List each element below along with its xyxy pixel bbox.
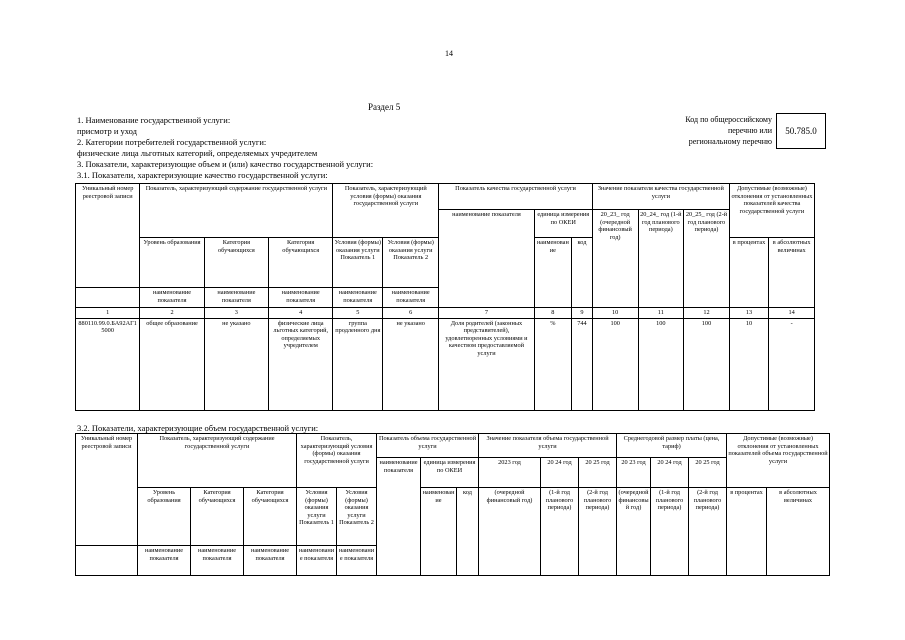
t1-row-abs: - xyxy=(769,318,815,410)
t1-h-pname: наименование показателя xyxy=(383,288,439,308)
page-number: 14 xyxy=(445,49,453,58)
t2-h-abs: в абсолютных величинах xyxy=(767,488,830,576)
table-row xyxy=(76,318,815,410)
t2-h-content: Показатель, характеризующий содержание государственной услуги xyxy=(138,434,297,488)
t1-h-empty xyxy=(76,288,140,308)
t2-h-price: Среднегодовой размер платы (цена, тариф) xyxy=(617,434,727,458)
t2-h-pct: в процентах xyxy=(727,488,767,576)
t2-h-c1: Условия (формы) оказания услуги Показатель 1 xyxy=(297,488,337,546)
t1-h-y1: 20_23_ год (очередной финансовый год) xyxy=(592,210,638,308)
t2-h-y2s: (1-й год планового периода) xyxy=(541,488,579,576)
t1-h-uname: наименование xyxy=(534,238,571,308)
t1-colnum: 5 xyxy=(333,308,383,319)
t1-row-qname: Доля родителей (законных представителей), удовлетворенных условиями и качеством предоставляемой услуги xyxy=(439,318,534,410)
t1-h-pname: наименование показателя xyxy=(204,288,268,308)
t1-h-y2: 20_24_ год (1-й год планового периода) xyxy=(638,210,684,308)
t1-h-pname: наименование показателя xyxy=(269,288,333,308)
code-label-line1: Код по общероссийскому xyxy=(685,115,772,124)
t2-h-pname: наименование показателя xyxy=(138,546,191,576)
t1-colnum: 11 xyxy=(638,308,684,319)
t1-colnum: 13 xyxy=(729,308,768,319)
t2-h-p1: 20 23 год xyxy=(617,458,651,488)
volume-table xyxy=(75,433,830,576)
t2-h-y2: 20 24 год xyxy=(541,458,579,488)
t2-h-pname: наименование показателя xyxy=(191,546,244,576)
t1-row-y2: 100 xyxy=(638,318,684,410)
t1-h-lvl: Уровень образования xyxy=(140,238,204,288)
t2-h-p3: 20 25 год xyxy=(689,458,727,488)
t1-colnum: 4 xyxy=(269,308,333,319)
t2-h-y3: 20 25 год xyxy=(579,458,617,488)
volume-heading: 3.2. Показатели, характеризующие объем государственной услуги: xyxy=(77,423,319,433)
quality-table xyxy=(75,183,815,411)
t2-h-y3s: (2-й год планового периода) xyxy=(579,488,617,576)
t2-h-p2: 20 24 год xyxy=(651,458,689,488)
t1-row-y1: 100 xyxy=(592,318,638,410)
t2-h-vname: наименование показателя xyxy=(377,458,421,576)
t1-h-dev: Допустимые (возможные) отклонения от установленных показателей качества государственной услуги xyxy=(729,184,814,238)
t2-h-value: Значение показателя объема государственной услуги xyxy=(479,434,617,458)
t1-colnum: 1 xyxy=(76,308,140,319)
t1-h-c1: Условия (формы) оказания услуги Показатель 1 xyxy=(333,238,383,288)
service-name-label: 1. Наименование государственной услуги: xyxy=(77,115,231,125)
code-label-line3: региональному перечню xyxy=(688,137,772,146)
t1-row-y3: 100 xyxy=(684,318,730,410)
quality-heading: 3.1. Показатели, характеризующие качество государственной услуги: xyxy=(77,170,328,180)
t1-h-cat1: Категория обучающихся xyxy=(204,238,268,288)
t1-row-c1: группа продленного дня xyxy=(333,318,383,410)
t1-colnum: 6 xyxy=(383,308,439,319)
t1-h-abs: в абсолютных величинах xyxy=(769,238,815,308)
t1-row-code: 744 xyxy=(572,318,593,410)
t2-h-c2: Условия (формы) оказания услуги Показатель 2 xyxy=(337,488,377,546)
t2-h-p2s: (1-й год планового периода) xyxy=(651,488,689,576)
t2-h-y1: 2023 год xyxy=(479,458,541,488)
t1-row-cat2: физические лица льготных категорий, определяемых учредителем xyxy=(269,318,333,410)
t2-h-y1s: (очередной финансовый год) xyxy=(479,488,541,576)
section-title: Раздел 5 xyxy=(368,102,401,112)
t1-h-pname: наименование показателя xyxy=(333,288,383,308)
t1-row-pct: 10 xyxy=(729,318,768,410)
t2-h-p3s: (2-й год планового периода) xyxy=(689,488,727,576)
t2-h-dev: Допустимые (возможные) отклонения от установленных показателей объема государственной услуги xyxy=(727,434,830,488)
t2-h-cond: Показатель, характеризующий условия (формы) оказания государственной услуги xyxy=(297,434,377,488)
consumers-label: 2. Категории потребителей государственной услуги: xyxy=(77,137,267,147)
t2-h-pname: наименование показателя xyxy=(337,546,377,576)
t1-h-code: код xyxy=(572,238,593,308)
t1-h-content: Показатель, характеризующий содержание государственной услуги xyxy=(140,184,333,238)
t1-colnum: 9 xyxy=(572,308,593,319)
code-label-line2: перечню или xyxy=(727,126,772,135)
t1-colnum: 2 xyxy=(140,308,204,319)
t1-h-unit: единица измерения по ОКЕИ xyxy=(534,210,592,238)
t2-h-empty xyxy=(76,546,138,576)
t2-h-pname: наименование показателя xyxy=(297,546,337,576)
t2-h-vol: Показатель объема государственной услуги xyxy=(377,434,479,458)
t1-h-pct: в процентах xyxy=(729,238,768,308)
t1-h-qname: наименование показателя xyxy=(439,210,534,308)
t1-row-id: 880110.99.0.БА92АГ15000 xyxy=(76,318,140,410)
t1-colnum: 7 xyxy=(439,308,534,319)
t2-h-cat2: Категория обучающихся xyxy=(244,488,297,546)
t2-h-unit: единица измерения по ОКЕИ xyxy=(421,458,479,488)
t2-h-cat1: Категория обучающихся xyxy=(191,488,244,546)
t1-row-unit: % xyxy=(534,318,571,410)
t2-h-p1s: (очередной финансовый год) xyxy=(617,488,651,576)
t1-h-quality: Показатель качества государственной услуги xyxy=(439,184,593,210)
t1-colnum: 10 xyxy=(592,308,638,319)
service-name-value: присмотр и уход xyxy=(77,126,138,136)
t2-h-uname: наименование xyxy=(421,488,457,576)
t2-h-num: Уникальный номер реестровой записи xyxy=(76,434,138,546)
t1-h-cat2: Категория обучающихся xyxy=(269,238,333,288)
t1-colnum: 14 xyxy=(769,308,815,319)
t2-h-lvl: Уровень образования xyxy=(138,488,191,546)
t1-h-pname: наименование показателя xyxy=(140,288,204,308)
t1-row-cat1: не указано xyxy=(204,318,268,410)
t1-colnum: 12 xyxy=(684,308,730,319)
t1-h-num: Уникальный номер реестровой записи xyxy=(76,184,140,288)
t1-h-cond: Показатель, характеризующий условия (формы) оказания государственной услуги xyxy=(333,184,439,238)
code-value-box: 50.785.0 xyxy=(776,113,826,149)
t1-colnum: 3 xyxy=(204,308,268,319)
t1-h-value: Значение показателя качества государственной услуги xyxy=(592,184,729,210)
indicators-heading: 3. Показатели, характеризующие объем и (или) качество государственной услуги: xyxy=(77,159,374,169)
t1-h-c2: Условия (формы) оказания услуги Показатель 2 xyxy=(383,238,439,288)
t1-row-c2: не указано xyxy=(383,318,439,410)
t2-h-pname: наименование показателя xyxy=(244,546,297,576)
t1-row-lvl: общее образование xyxy=(140,318,204,410)
consumers-value: физические лица льготных категорий, определяемых учредителем xyxy=(77,148,318,158)
t2-h-code: код xyxy=(457,488,479,576)
t1-colnum: 8 xyxy=(534,308,571,319)
t1-h-y3: 20_25_ год (2-й год планового периода) xyxy=(684,210,730,308)
